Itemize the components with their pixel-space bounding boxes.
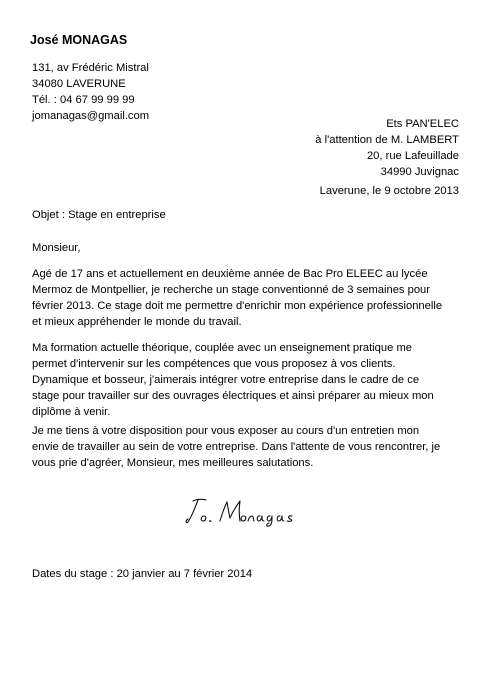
letter-date: Laverune, le 9 octobre 2013 bbox=[319, 185, 459, 197]
letter-subject: Objet : Stage en entreprise bbox=[32, 209, 166, 221]
paragraph-line: diplôme à venir. bbox=[32, 406, 111, 418]
paragraph-line: Je me tiens à votre disposition pour vous exposer au cours d'un entretien mon bbox=[32, 425, 420, 437]
paragraph-closing bbox=[32, 423, 462, 471]
paragraph-line: stage pour travailler sur des ouvrages électriques et ainsi préparer au mieux mon bbox=[32, 390, 434, 402]
recipient-attention: à l'attention de M. LAMBERT bbox=[315, 134, 459, 146]
paragraph-introduction bbox=[32, 266, 462, 330]
paragraph-line: Dynamique et bosseur, j'aimerais intégrer votre entreprise dans le cadre de ce bbox=[32, 374, 420, 386]
paragraph-line: permet d'intervenir sur les compétences que vous proposez à vos clients. bbox=[32, 358, 396, 370]
paragraph-line: et mieux appréhender le monde du travail. bbox=[32, 316, 242, 328]
paragraph-line: Ma formation actuelle théorique, couplée avec un enseignement pratique me bbox=[32, 342, 412, 354]
recipient-city: 34990 Juvignac bbox=[380, 166, 459, 178]
paragraph-motivation bbox=[32, 340, 462, 420]
internship-dates: Dates du stage : 20 janvier au 7 février 2014 bbox=[32, 568, 253, 580]
recipient-company: Ets PAN'ELEC bbox=[386, 118, 459, 130]
sender-city: 34080 LAVERUNE bbox=[32, 78, 126, 90]
salutation: Monsieur, bbox=[32, 242, 81, 254]
recipient-address-block bbox=[315, 116, 459, 180]
sender-street: 131, av Frédéric Mistral bbox=[32, 62, 149, 74]
sender-phone: Tél. : 04 67 99 99 99 bbox=[32, 94, 135, 106]
sender-email: jomanagas@gmail.com bbox=[32, 110, 150, 122]
handwritten-signature bbox=[184, 494, 304, 528]
paragraph-line: envie de travailler au sein de votre entreprise. Dans l'attente de vous rencontrer, je bbox=[32, 441, 441, 453]
paragraph-line: Mermoz de Montpellier, je recherche un stage conventionné de 3 semaines pour bbox=[32, 284, 431, 296]
paragraph-line: vous prie d'agréer, Monsieur, mes meilleures salutations. bbox=[32, 457, 314, 469]
sender-name: José MONAGAS bbox=[30, 33, 128, 47]
paragraph-line: Agé de 17 ans et actuellement en deuxième année de Bac Pro ELEEC au lycée bbox=[32, 268, 428, 280]
sender-address-block bbox=[32, 60, 149, 124]
recipient-street: 20, rue Lafeuillade bbox=[366, 150, 459, 162]
paragraph-line: février 2013. Ce stage doit me permettre d'enrichir mon expérience professionnelle bbox=[32, 300, 443, 312]
